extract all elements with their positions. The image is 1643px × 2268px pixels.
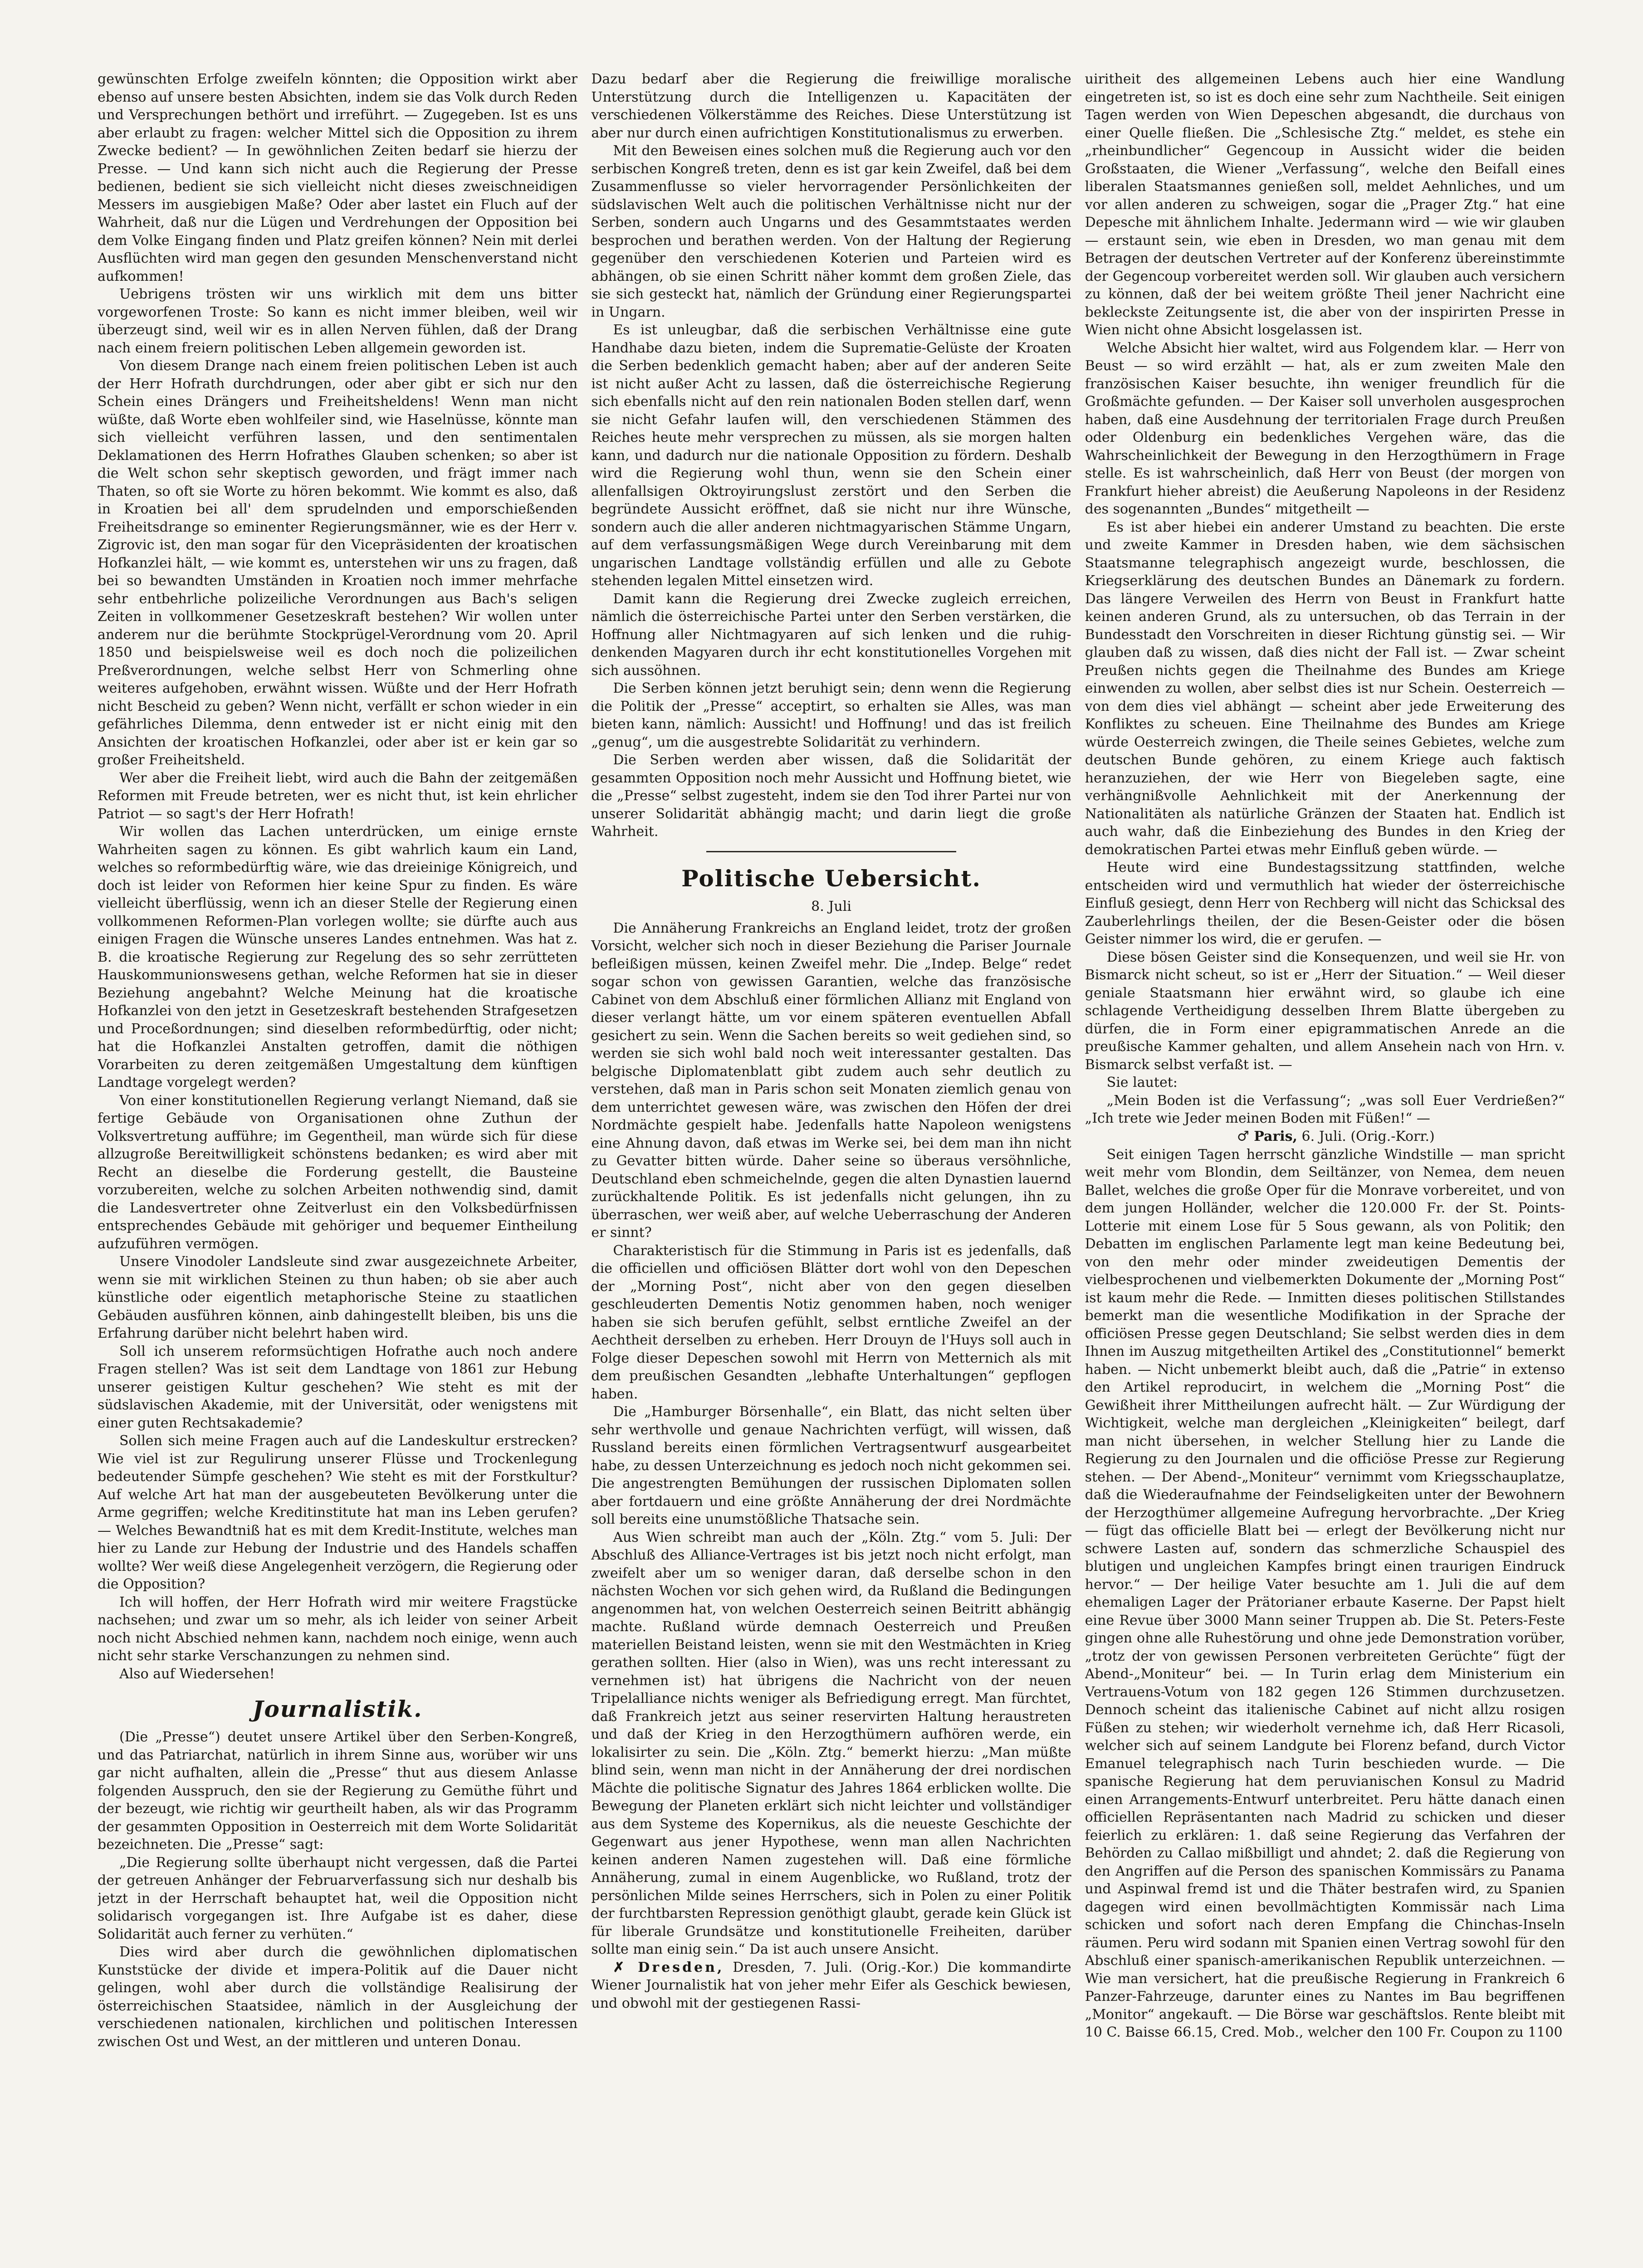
paragraph: Es ist aber hiebei ein anderer Umstand zu beachten. Die erste und zweite Kammer in Dresden haben, wie dem sächsischen Staatsmanne telegraphisch angezeigt wurde, beschlossen, die Kriegserklärung des deutschen Bundes an Dänemark zu fordern. Das längere Verweilen des Herrn von Beust in Frankfurt hatte keinen anderen Grund, als zu untersuchen, ob das Terrain in der Bundesstadt den Vorschreiten in dieser Richtung günstig sei. — Wir glauben daß zu wissen, daß dies nicht der Fall ist. — Zwar scheint Preußen nichts gegen die Theilnahme des Bundes am Kriege einwenden zu wollen, aber selbst dies ist nur Schein. Oesterreich — von dem dies viel abhängt — scheint aber jede Erweiterung des Konfliktes zu scheuen. Eine Theilnahme des Bundes am Kriege würde Oesterreich zwingen, die Theile seines Gebietes, welche zum deutschen Bunde gehören, zu einem Kriege auch faktisch heranzuziehen, der wie Herr von Biegeleben sagte, eine verhängnißvolle Aehnlichkeit mit der Anerkennung der Nationalitäten als natürliche Gränzen der Staaten hat. Endlich ist auch wahr, daß die Einbeziehung des Bundes in den Krieg der demokratischen Partei etwas mehr Einfluß geben würde. — xyxy=(1085,519,1565,858)
column-1 xyxy=(98,70,577,2268)
dateline-date: 6. Juli. (Orig.-Korr.) xyxy=(1301,1128,1435,1144)
paragraph: Von diesem Drange nach einem freien politischen Leben ist auch der Herr Hofrath durchdrungen, oder aber gibt er sich nur den Schein eines Drängers und Freiheitsheldens! Wenn man nicht wüßte, daß Worte eben wohlfeiler sind, wie Haselnüsse, könnte man sich vielleicht verführen lassen, und den sentimentalen Deklamationen des Herrn Hofrathes Glauben schenken; so aber ist die Welt schon sehr skeptisch geworden, und frägt immer nach Thaten, so oft sie Worte zu hören bekommt. Wie kommt es also, daß in Kroatien bei all' dem sprudelnden und emporschießenden Freiheitsdrange so eminenter Regierungsmänner, wie es der Herr v. Zigrovic ist, den man sogar für den Vicepräsidenten der kroatischen Hofkanzlei hält, — wie kommt es, unterstehen wir uns zu fragen, daß bei so bewandten Umständen in Kroatien noch immer mehrfache sehr entbehrliche polizeiliche Verordnungen aus Bach's seligen Zeiten in vollkommener Gesetzeskraft bestehen? Wir wollen unter anderem nur die berühmte Stockprügel-Verordnung vom 20. April 1850 und beispielsweise weil es doch noch die polizeilichen Preßverordnungen, welche selbst Herr von Schmerling ohne weiteres aufgehoben, erwähnt wissen. Wüßte und der Herr Hofrath nicht Bescheid zu geben? Wenn nicht, verfällt er schon wieder in ein gefährliches Dilemma, denn entweder ist er nicht einig mit den Ansichten der kroatischen Hofkanzlei, oder aber ist er kein gar so großer Freiheitsheld. xyxy=(98,358,578,768)
dateline-paragraph xyxy=(591,1959,1071,2013)
dateline-text: Dresden, 7. Juli. (Orig.-Kor.) Die kommandirte Wiener Journalistik hat von jeher mehr Eifer als Geschick bewiesen, und obwohl mit der gestiegenen Rassi- xyxy=(591,1959,1071,2011)
paragraph: Sollen sich meine Fragen auch auf die Landeskultur erstrecken? Wie viel ist zur Regulirung unserer Flüsse und Trockenlegung bedeutender Sümpfe geschehen? Wie steht es mit der Forstkultur? Auf welche Art hat man der ausgebeuteten Bevölkerung unter die Arme gegriffen; welche Kreditinstitute hat man ins Leben gerufen? — Welches Bewandtniß hat es mit dem Kredit-Institute, welches man hier zu Lande zur Hebung der Industrie und des Handels schaffen wollte? Wer weiß diese Angelegenheit verzögern, die Regierung oder die Opposition? xyxy=(98,1433,578,1592)
dateline-paris xyxy=(1085,1128,1565,1146)
quote-paragraph: „Mein Boden ist die Verfassung“; „was soll Euer Verdrießen?“ „Ich trete wie Jeder meinen Boden mit Füßen!“ — xyxy=(1085,1092,1565,1126)
paragraph: Seit einigen Tagen herrscht gänzliche Windstille — man spricht weit mehr vom Blondin, dem Seiltänzer, von Nemea, dem neuen Ballet, welches die große Oper für die Monrave vorbereitet, und von dem jungen Holländer, welcher die 120.000 Fr. der St. Points-Lotterie mit einem Lose für 5 Sous gewann, als von Politik; den Debatten im englischen Parlamente legt man keine Bedeutung bei, von den mehr oder minder zweideutigen Dementis der vielbesprochenen und vielbemerkten Dokumente der „Morning Post“ ist kaum mehr die Rede. — Inmitten dieses politischen Stillstandes bemerkt man die wesentliche Modifikation in der Sprache der officiösen Presse gegen Deutschland; Sie selbst werden dies in dem Ihnen im Auszug mitgetheilten Artikel des „Constitutionnel“ bemerkt haben. — Nicht unbemerkt bleibt auch, daß die „Patrie“ in extenso den Artikel reproducirt, in welchem die „Morning Post“ die Gewißheit ihrer Mittheilungen aufrecht hält. — Zur Würdigung der Wichtigkeit, welche man dergleichen „Kleinigkeiten“ beilegt, darf man nicht übersehen, in welcher Stellung hier zu Lande die Regierung zu den Journalen und die officiöse Presse zur Regierung stehen. — Der Abend-„Moniteur“ vernimmt vom Kriegsschauplatze, daß die Wiederaufnahme der Feindseligkeiten unter der Bewohnern der Herzogthümer allgemeine Aufregung hervorbrachte. „Der Krieg — fügt das officielle Blatt bei — erlegt der Bevölkerung nicht nur schwere Lasten auf, sondern das schmerzliche Schauspiel des blutigen und ungleichen Kampfes bringt einen traurigen Eindruck hervor.“ — Der heilige Vater besuchte am 1. Juli die auf dem ehemaligen Lager der Prätorianer erbaute Kaserne. Der Papst hielt eine Revue über 3000 Mann seiner Truppen ab. Die St. Peters-Feste gingen ohne alle Ruhestörung und ohne jede Demonstration vorüber, „trotz der von gewissen Personen verbreiteten Gerüchte“ fügt der Abend-„Moniteur“ bei. — In Turin erlag dem Ministerium ein Vertrauens-Votum von 182 gegen 126 Stimmen durchzusetzen. Dennoch scheint das italienische Cabinet auf nicht allzu rosigen Füßen zu stehen; wir wiederholt vernehme ich, daß Herr Ricasoli, welcher sich auf seinem Landgute bei Florenz befand, durch Victor Emanuel telegraphisch nach Turin beschieden wurde. — Die spanische Regierung hat dem peruvianischen Konsul zu Madrid einen Arrangements-Entwurf unterbreitet. Peru hätte danach einen officiellen Repräsentanten nach Madrid zu schicken und dieser feierlich zu erklären: 1. daß seine Regierung das Verfahren der Behörden zu Callao mißbilligt und ahndet; 2. daß die Regierung von den Angriffen auf die Person des spanischen Kommissärs zu Panama und Aspinwal fremd ist und die Thäter bestrafen wird, zu Spanien dagegen wird einen bevollmächtigten Kommissär nach Lima schicken und sofort nach deren Empfang die Chinchas-Inseln räumen. Peru wird sodann mit Spanien einen Vertrag sowohl für den Abschluß einer spanisch-amerikanischen Republik unterzeichnen. — Wie man versichert, hat die preußische Regierung in Frankreich 6 Panzer-Fahrzeuge, darunter eines zu Nantes im Bau begriffenen „Monitor“ angekauft. — Die Börse war geschäftslos. Rente bleibt mit 10 C. Baisse 66.15, Cred. Mob., welcher den 100 Fr. Coupon zu 1100 xyxy=(1085,1146,1565,2040)
paragraph: Die Serben können jetzt beruhigt sein; denn wenn die Regierung die Politik der „Presse“ acceptirt, so erhalten sie Alles, was man bieten kann, nämlich: Aussicht! und Hoffnung! und das ist freilich „genug“, um die ausgestrebte Solidarität zu verhindern. xyxy=(591,680,1071,750)
paragraph: Also auf Wiedersehen! xyxy=(119,1666,275,1682)
paragraph: Soll ich unserem reformsüchtigen Hofrathe auch noch andere Fragen stellen? Was ist seit dem Landtage von 1861 zur Hebung unserer geistigen Kultur geschehen? Wie steht es mit der südslavischen Akademie, mit der Universität, oder wenigstens mit einer guten Rechtsakademie? xyxy=(98,1343,578,1431)
paragraph: Sie lautet: xyxy=(1106,1075,1178,1090)
paragraph: Diese bösen Geister sind die Konsequenzen, und weil sie Hr. von Bismarck nicht scheut, so ist er „Herr der Situation.“ — Weil dieser geniale Staatsmann hier erwähnt wird, so glaube ich eine schlagende Vertheidigung desselben Ihrem Blatte übergeben zu dürfen, die in Form einer epigrammatischen Anrede an die preußische Kammer gehalten, und allem Ansehein nach von Hrn. v. Bismarck selbst verfaßt ist. — xyxy=(1085,949,1565,1073)
paragraph: Mit den Beweisen eines solchen muß die Regierung auch vor den serbischen Kongreß treten, denn es ist gar kein Zweifel, daß bei dem Zusammenflusse so vieler hervorragender Persönlichkeiten der südslavischen Welt auch die politischen Verhältnisse nicht nur der Serben, sondern auch Ungarns und des Gesammtstaates werden besprochen und berathen werden. Von der Haltung der Regierung gegenüber den verschiedenen Koterien und Parteien wird es abhängen, ob sie einen Schritt näher kommt dem großen Ziele, das sie sich gesteckt hat, nämlich der Gründung einer Regierungspartei in Ungarn. xyxy=(591,143,1071,320)
paragraph: (Die „Presse“) deutet unsere Artikel über den Serben-Kongreß, und das Patriarchat, natürlich in ihrem Sinne aus, worüber wir uns gar nicht aufhalten, allein die „Presse“ thut aus diesem Anlasse folgenden Ausspruch, den sie der Regierung zu Gemüthe führt und der bezeugt, wie richtig wir geurtheilt haben, als wir das Programm der gesammten Opposition in Oesterreich mit dem Worte Solidarität bezeichneten. Die „Presse“ sagt: xyxy=(98,1729,578,1853)
section-heading-journalistik: Journalistik. xyxy=(252,1696,423,1722)
column-3 xyxy=(1085,70,1565,2268)
section-divider xyxy=(706,851,956,852)
paragraph: Welche Absicht hier waltet, wird aus Folgendem klar. — Herr von Beust — so wird erzählt — hat, als er zum zweiten Male den französischen Kaiser besuchte, ihn weniger freundlich für die Großmächte gefunden. — Der Kaiser soll unverholen ausgesprochen haben, daß eine Ausdehnung der territorialen Frage durch Preußen oder Oldenburg ein bedenkliches Vergehen wäre, das die Wahrscheinlichkeit der Bewegung in den Herzogthümern in Frage stelle. Es ist wahrscheinlich, daß Herr von Beust (der morgen von Frankfurt hieher abreist) die Aeußerung Napoleons in der Residenz des sogenannten „Bundes“ mitgetheilt — xyxy=(1085,340,1565,517)
paragraph: Die Annäherung Frankreichs an England leidet, trotz der großen Vorsicht, welcher sich noch in dieser Beziehung die Pariser Journale befleißigen müssen, keinen Zweifel mehr. Die „Indep. Belge“ redet sogar schon von gewissen Garantien, welche das französische Cabinet von dem Abschluß einer förmlichen Allianz mit England von dieser verlangt hätte, um vor einem späteren eventuellen Abfall gesichert zu sein. Wenn die Sachen bereits so weit gediehen sind, so werden sie sich wohl bald noch weit interessanter gestalten. Das belgische Diplomatenblatt gibt zudem auch sehr deutlich zu verstehen, daß man in Paris schon seit Monaten ziemlich genau von dem unterrichtet gewesen wäre, was zwischen den Höfen der drei Nordmächte gespielt habe. Jedenfalls hatte Napoleon wenigstens eine Ahnung davon, daß etwas im Werke sei, bei dem man ihn nicht zu Gevatter bitten würde. Daher seine so überaus versöhnliche, Deutschland eben schmeichelnde, gegen die alten Dynastien lauernd zurückhaltende Politik. Es ist jedenfalls nicht gelungen, ihn zu überraschen, wer weiß aber, auf welche Ueberraschung der Anderen er sinnt? xyxy=(591,920,1071,1241)
paragraph: Die „Hamburger Börsenhalle“, ein Blatt, das nicht selten über sehr werthvolle und genaue Nachrichten verfügt, will wissen, daß Russland bereits einen förmlichen Vertragsentwurf ausgearbeitet habe, zu dessen Unterzeichnung es jedoch noch nicht gekommen sei. Die angestrengten Bemühungen der russischen Diplomaten sollen aber fortdauern und eine größte Annäherung der drei Nordmächte soll bereits eine unumstößliche Thatsache sein. xyxy=(591,1404,1071,1527)
paragraph: gewünschten Erfolge zweifeln könnten; die Opposition wirkt aber ebenso auf unsere besten Absichten, indem sie das Volk durch Reden und Versprechungen bethört und irreführt. — Zugegeben. Ist es uns aber erlaubt zu fragen: welcher Mittel sich die Opposition zu ihrem Zwecke bedient? — In gewöhnlichen Zeiten bedarf sie hierzu der Presse. — Und kann sich nicht auch die Regierung der Presse bedienen, bedient sie sich vielleicht nicht dieses zweischneidigen Messers im ausgiebigen Maße? Oder aber lastet ein Fluch auf der Wahrheit, daß nur die Lügen und Verdrehungen der Opposition bei dem Volke Eingang finden und Platz greifen können? Nein mit derlei Ausflüchten wird man gegen den gesunden Menschenverstand nicht aufkommen! xyxy=(98,71,578,284)
paragraph: Die Serben werden aber wissen, daß die Solidarität der gesammten Opposition noch mehr Aussicht und Hoffnung bietet, wie die „Presse“ selbst zugesteht, indem sie den Tod ihrer Partei nur von unserer Solidarität abhängig macht; und darin liegt die große Wahrheit. xyxy=(591,752,1071,840)
paragraph: Wer aber die Freiheit liebt, wird auch die Bahn der zeitgemäßen Reformen mit Freude betreten, wer es nicht thut, ist kein ehrlicher Patriot — so sagt's der Herr Hofrath! xyxy=(98,770,578,822)
paragraph: Unsere Vinodoler Landsleute sind zwar ausgezeichnete Arbeiter, wenn sie mit wirklichen Steinen zu thun haben; ob sie aber auch künstliche oder eigentlich metaphorische Steine zu staatlichen Gebäuden ausführen können, ainb dahingestellt bleiben, bis uns die Erfahrung darüber nicht belehrt haben wird. xyxy=(98,1254,578,1341)
paragraph: Wir wollen das Lachen unterdrücken, um einige ernste Wahrheiten sagen zu können. Es gibt wahrlich kaum ein Land, welches so reformbedürftig wäre, wie das dreieinige Königreich, und doch ist leider von Reformen hier keine Spur zu finden. Es wäre vielleicht überflüssig, wenn ich an dieser Stelle der Regierung einen vollkommenen Reformen-Plan vorlegen wollte; sie dürfte auch aus einigen Fragen die Wünsche unseres Landes entnehmen. Was hat z. B. die kroatische Regierung zur Regelung des so sehr zerrütteten Hauskommunionswesens gethan, welche Reformen hat sie in dieser Beziehung angebahnt? Welche Meinung hat die kroatische Hofkanzlei von den jetzt in Gesetzeskraft bestehenden Strafgesetzen und Proceßordnungen; sind dieselben reformbedürftig, oder nicht; hat die Hofkanzlei Anstalten getroffen, damit die nöthigen Vorarbeiten zu deren zeitgemäßen Umgestaltung dem künftigen Landtage vorgelegt werden? xyxy=(98,824,578,1090)
paragraph: Dies wird aber durch die gewöhnlichen diplomatischen Kunststücke der divide et impera-Politik auf die Dauer nicht gelingen, wohl aber durch die vollständige Realisirung der österreichischen Staatsidee, nämlich in der Ausgleichung der verschiedenen nationalen, kirchlichen und politischen Interessen zwischen Ost und West, an der mittleren und unteren Donau. xyxy=(98,1944,578,2050)
paragraph: Charakteristisch für die Stimmung in Paris ist es jedenfalls, daß die officiellen und officiösen Blätter dort wohl von den Depeschen der „Morning Post“, nicht aber von den gegen dieselben geschleuderten Dementis Notiz genommen haben, noch weniger haben sie sich berufen gefühlt, selbst erntliche Zweifel an der Aechtheit derselben zu erheben. Herr Drouyn de l'Huys soll auch in Folge dieser Depeschen sowohl mit Herrn von Metternich als mit dem preußischen Gesandten „lebhafte Unterhaltungen“ gepflogen haben. xyxy=(591,1242,1071,1402)
paragraph: Uebrigens trösten wir uns wirklich mit dem uns bitter vorgeworfenen Troste: So kann es nicht immer bleiben, weil wir überzeugt sind, weil wir es in allen Nerven fühlen, daß der Drang nach einem freiern politischen Leben allgemein geworden ist. xyxy=(98,286,578,356)
paragraph: Aus Wien schreibt man auch der „Köln. Ztg.“ vom 5. Juli: Der Abschluß des Alliance-Vertrages ist bis jetzt noch nicht erfolgt, man zweifelt aber um so weniger daran, daß derselbe schon in den nächsten Wochen vor sich gehen wird, da Rußland die Bedingungen angenommen hat, von welchen Oesterreich seinen Beitritt abhängig machte. Rußland würde demnach Oesterreich und Preußen materiellen Beistand leisten, wenn sie mit den Westmächten in Krieg gerathen sollten. Hier (also in Wien), was uns recht interessant zu vernehmen ist) hat übrigens die Nachricht von der neuen Tripelalliance nichts weniger als Befriedigung erregt. Man fürchtet, daß Frankreich jetzt aus seiner reservirten Haltung heraustreten und daß der Krieg in den Herzogthümern aufhören werde, ein lokalisirter zu sein. Die „Köln. Ztg.“ bemerkt hierzu: „Man müßte blind sein, wenn man nicht in der Annäherung der drei nordischen Mächte die politische Signatur des Jahres 1864 erblicken wollte. Die Bewegung der Planeten erklärt sich nicht leichter und vollständiger aus dem Systeme des Kopernikus, als die neueste Geschichte der Gegenwart aus jener Hypothese, wenn man allen Nachrichten keinen anderen Namen zugestehen will. Daß eine förmliche Annäherung, zumal in einem Augenblicke, wo Rußland, trotz der persönlichen Milde seines Herrschers, sich in Polen zu einer Politik der furchtbarsten Repression genöthigt glaubt, gerade kein Glück ist für liberale Grundsätze und konstitutionelle Freiheiten, darüber sollte man einig sein.“ Da ist auch unsere Ansicht. xyxy=(591,1529,1071,1957)
paragraph: Dazu bedarf aber die Regierung die freiwillige moralische Unterstützung durch die Intelligenzen u. Kapacitäten der verschiedenen Völkerstämme des Reiches. Diese Unterstützung ist aber nur durch einen aufrichtigen Konstitutionalismus zu erwerben. xyxy=(591,71,1071,141)
paragraph: Von einer konstitutionellen Regierung verlangt Niemand, daß sie fertige Gebäude von Organisationen ohne Zuthun der Volksvertretung aufführe; im Gegentheil, man würde sich für diese allzugroße Bereitwilligkeit schönstens bedanken; es wird aber mit Recht an dieselbe die Forderung gestellt, die Bausteine vorzubereiten, welche zu solchen Arbeiten nothwendig sind, damit die Landesvertreter ohne Zeitverlust ein den Volksbedürfnissen entsprechendes Gebäude mit gehöriger und bequemer Eintheilung aufzuführen vermögen. xyxy=(98,1092,578,1252)
dateline-place: ♂ Paris, xyxy=(1237,1128,1297,1144)
section-heading-politische-uebersicht: Politische Uebersicht. xyxy=(681,865,981,892)
paragraph: Es ist unleugbar, daß die serbischen Verhältnisse eine gute Handhabe dazu bieten, indem die Suprematie-Gelüste der Kroaten die Serben bedenklich gemacht haben; aber auf der anderen Seite ist nicht außer Acht zu lassen, daß die österreichische Regierung sich ebenfalls nicht auf den rein nationalen Boden stellen darf, wenn sie nicht Gefahr laufen will, den verschiedenen Stämmen des Reiches heute mehr versprechen zu müssen, als sie morgen halten kann, und dadurch nur die nationale Opposition zu fördern. Deshalb wird die Regierung wohl thun, wenn sie den Schein einer allenfallsigen Oktroyirungslust zerstört und den Serben die begründete Aussicht eröffnet, daß sie nicht nur ihre Wünsche, sondern auch die aller anderen nichtmagyarischen Stämme Ungarn, auf dem verfassungsmäßigen Wege durch Vereinbarung mit dem ungarischen Landtage vollständig erfüllen und alle zu Gebote stehenden legalen Mittel einsetzen wird. xyxy=(591,322,1071,589)
paragraph: uiritheit des allgemeinen Lebens auch hier eine Wandlung eingetreten ist, so ist es doch eine sehr zum Nachtheile. Seit einigen Tagen werden von Wien Depeschen abgesandt, die durchaus von einer Quelle fließen. Die „Schlesische Ztg.“ meldet, es stehe ein „rheinbundlicher“ Gegencoup in Aussicht wider die beiden Großstaaten, die Wiener „Verfassung“, welche den Beifall eines liberalen Staatsmannes genießen soll, meldet Aehnliches, und um vor allen anderen zu schweigen, sogar die „Prager Ztg.“ hat eine Depesche mit ähnlichem Inhalte. Jedermann wird — wie wir glauben — erstaunt sein, wie eben in Dresden, wo man genau mit dem Betragen der deutschen Vertreter auf der Konferenz übereinstimmte der Gegencoup vorbereitet werden soll. Wir glauben auch versichern zu können, daß der bei weitem größte Theil jener Nachricht eine bekleckste Zeitungsente ist, die aber von der inspirirten Presse in Wien nicht ohne Absicht losgelassen ist. xyxy=(1085,71,1565,338)
section-date: 8. Juli xyxy=(811,898,851,914)
dateline-dresden: ✗ Dresden, xyxy=(613,1959,724,1975)
column-2 xyxy=(591,70,1071,2268)
paragraph: Heute wird eine Bundestagssitzung stattfinden, welche entscheiden wird und vermuthlich hat wieder der österreichische Einfluß gesiegt, denn Herr von Rechberg will nicht das Schicksal des Zauberlehrlings theilen, der die Besen-Geister oder die bösen Geister nimmer los wird, die er gerufen. — xyxy=(1085,860,1565,947)
quote-paragraph: „Die Regierung sollte überhaupt nicht vergessen, daß die Partei der getreuen Anhänger der Februarverfassung sich nur deshalb bis jetzt in der Herrschaft behauptet hat, weil die Opposition nicht solidarisch vorgegangen ist. Ihre Aufgabe ist es daher, diese Solidarität auch ferner zu verhüten.“ xyxy=(98,1854,578,1942)
paragraph: Ich will hoffen, der Herr Hofrath wird mir weitere Fragstücke nachsehen; und zwar um so mehr, als ich leider von seiner Arbeit noch nicht Abschied nehmen kann, nachdem noch einige, wenn auch nicht sehr starke Verschanzungen zu nehmen sind. xyxy=(98,1594,578,1664)
paragraph: Damit kann die Regierung drei Zwecke zugleich erreichen, nämlich die österreichische Partei unter den Serben verstärken, die Hoffnung aller Nichtmagyaren auf sich lenken und die ruhig-denkenden Magyaren durch ihr echt konstitutionelles Vorgehen mit sich aussöhnen. xyxy=(591,591,1071,679)
page-body xyxy=(98,70,1565,2268)
